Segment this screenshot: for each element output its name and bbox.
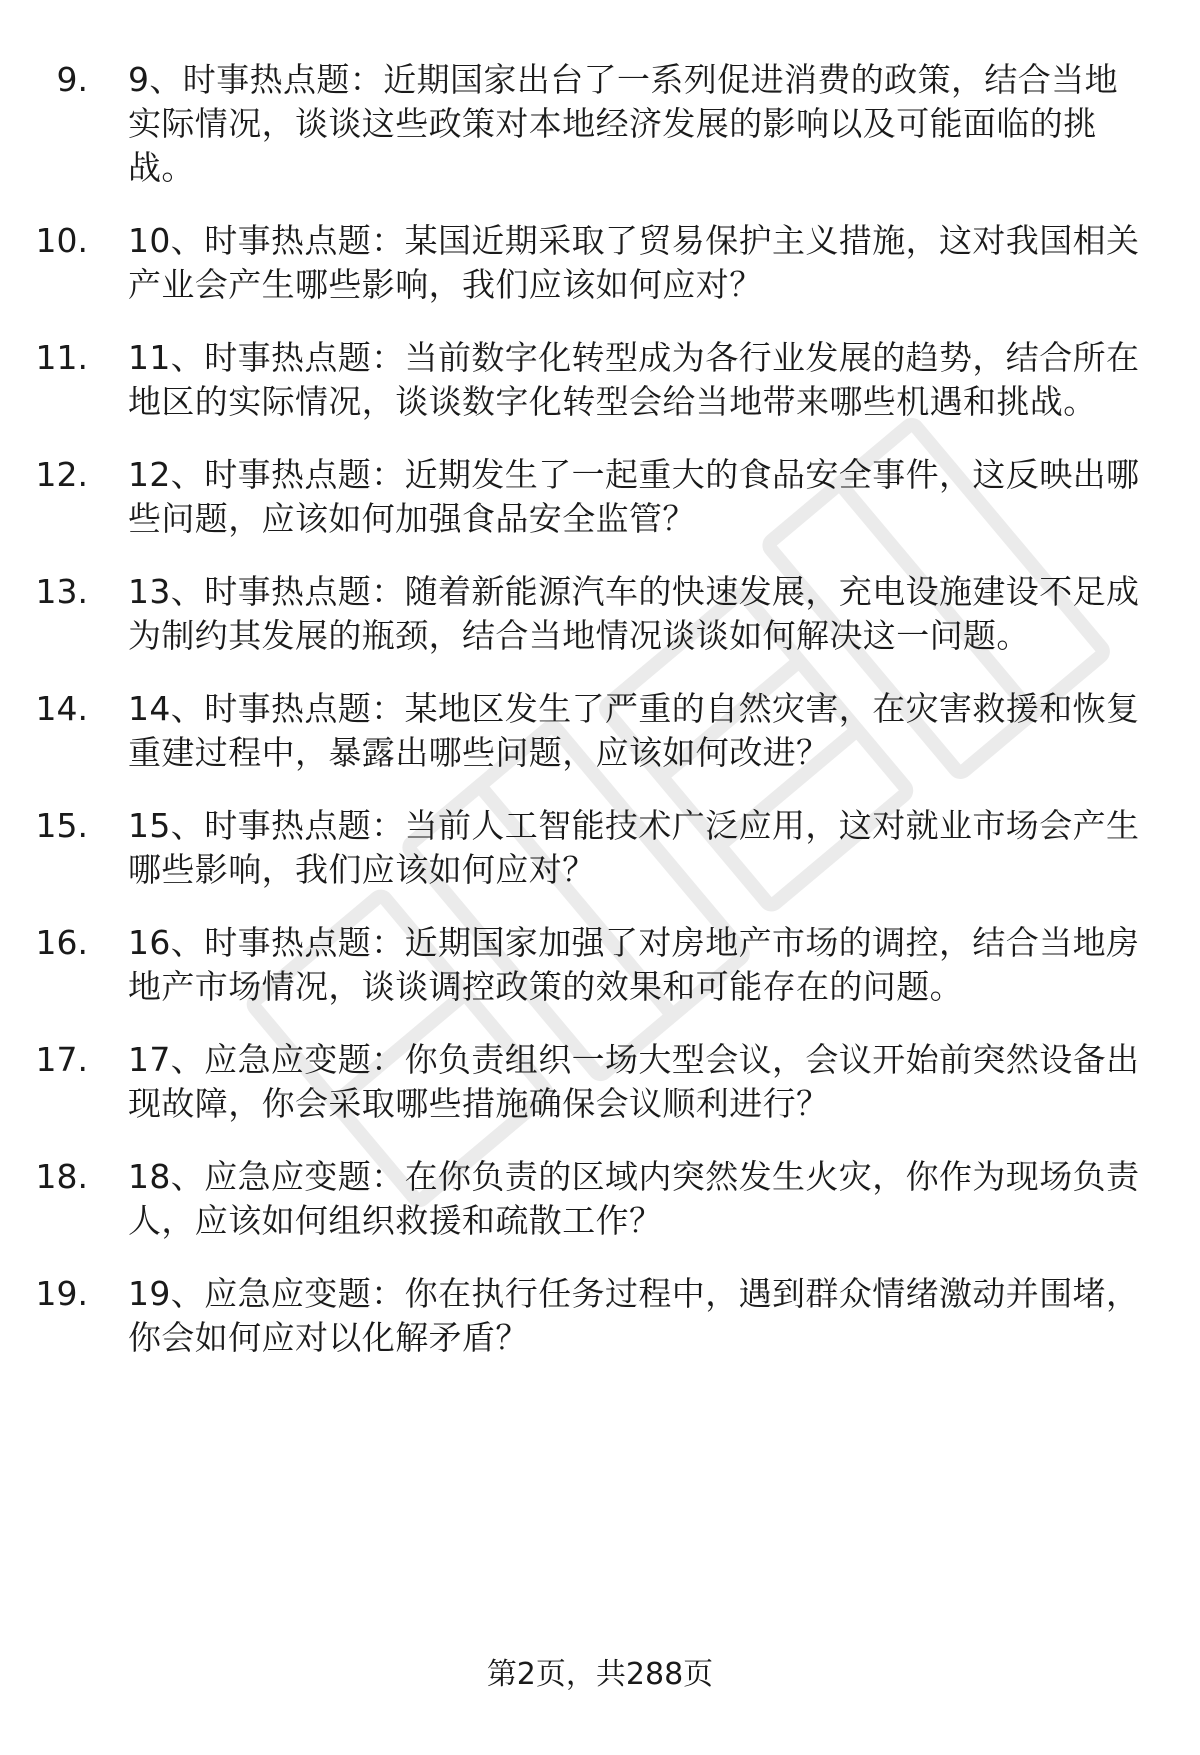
question-text: 12、时事热点题：近期发生了一起重大的食品安全事件，这反映出哪些问题，应该如何加强食品安全监管？ — [128, 455, 1140, 538]
question-number: 11. — [35, 338, 88, 377]
question-list — [0, 58, 1200, 1389]
question-number: 19. — [35, 1274, 88, 1313]
question-text: 18、应急应变题：在你负责的区域内突然发生火灾，你作为现场负责人，应该如何组织救援和疏散工作？ — [128, 1157, 1140, 1240]
question-text: 17、应急应变题：你负责组织一场大型会议，会议开始前突然设备出现故障，你会采取哪些措施确保会议顺利进行？ — [128, 1040, 1140, 1123]
question-number: 14. — [35, 689, 88, 728]
question-number: 13. — [35, 572, 88, 611]
list-item — [0, 336, 1200, 424]
list-item — [0, 687, 1200, 775]
list-item — [0, 453, 1200, 541]
question-text: 9、时事热点题：近期国家出台了一系列促进消费的政策，结合当地实际情况，谈谈这些政策对本地经济发展的影响以及可能面临的挑战。 — [128, 60, 1118, 187]
list-item — [0, 58, 1200, 190]
list-item — [0, 570, 1200, 658]
question-text: 16、时事热点题：近期国家加强了对房地产市场的调控，结合当地房地产市场情况，谈谈调控政策的效果和可能存在的问题。 — [128, 923, 1140, 1006]
question-text: 19、应急应变题：你在执行任务过程中，遇到群众情绪激动并围堵，你会如何应对以化解矛盾？ — [128, 1274, 1140, 1357]
list-item — [0, 1272, 1200, 1360]
list-item — [0, 219, 1200, 307]
question-number: 16. — [35, 923, 88, 962]
question-text: 11、时事热点题：当前数字化转型成为各行业发展的趋势，结合所在地区的实际情况，谈谈数字化转型会给当地带来哪些机遇和挑战。 — [128, 338, 1140, 421]
question-number: 17. — [35, 1040, 88, 1079]
question-text: 13、时事热点题：随着新能源汽车的快速发展，充电设施建设不足成为制约其发展的瓶颈，结合当地情况谈谈如何解决这一问题。 — [128, 572, 1140, 655]
list-item — [0, 804, 1200, 892]
question-number: 12. — [35, 455, 88, 494]
question-text: 15、时事热点题：当前人工智能技术广泛应用，这对就业市场会产生哪些影响，我们应该如何应对？ — [128, 806, 1140, 889]
question-text: 14、时事热点题：某地区发生了严重的自然灾害，在灾害救援和恢复重建过程中，暴露出哪些问题，应该如何改进？ — [128, 689, 1140, 772]
list-item — [0, 921, 1200, 1009]
question-number: 9. — [56, 60, 88, 99]
question-number: 10. — [35, 221, 88, 260]
list-item — [0, 1155, 1200, 1243]
page-footer: 第2页，共288页 — [486, 1657, 714, 1692]
question-text: 10、时事热点题：某国近期采取了贸易保护主义措施，这对我国相关产业会产生哪些影响，我们应该如何应对？ — [128, 221, 1140, 304]
list-item — [0, 1038, 1200, 1126]
question-number: 18. — [35, 1157, 88, 1196]
question-number: 15. — [35, 806, 88, 845]
